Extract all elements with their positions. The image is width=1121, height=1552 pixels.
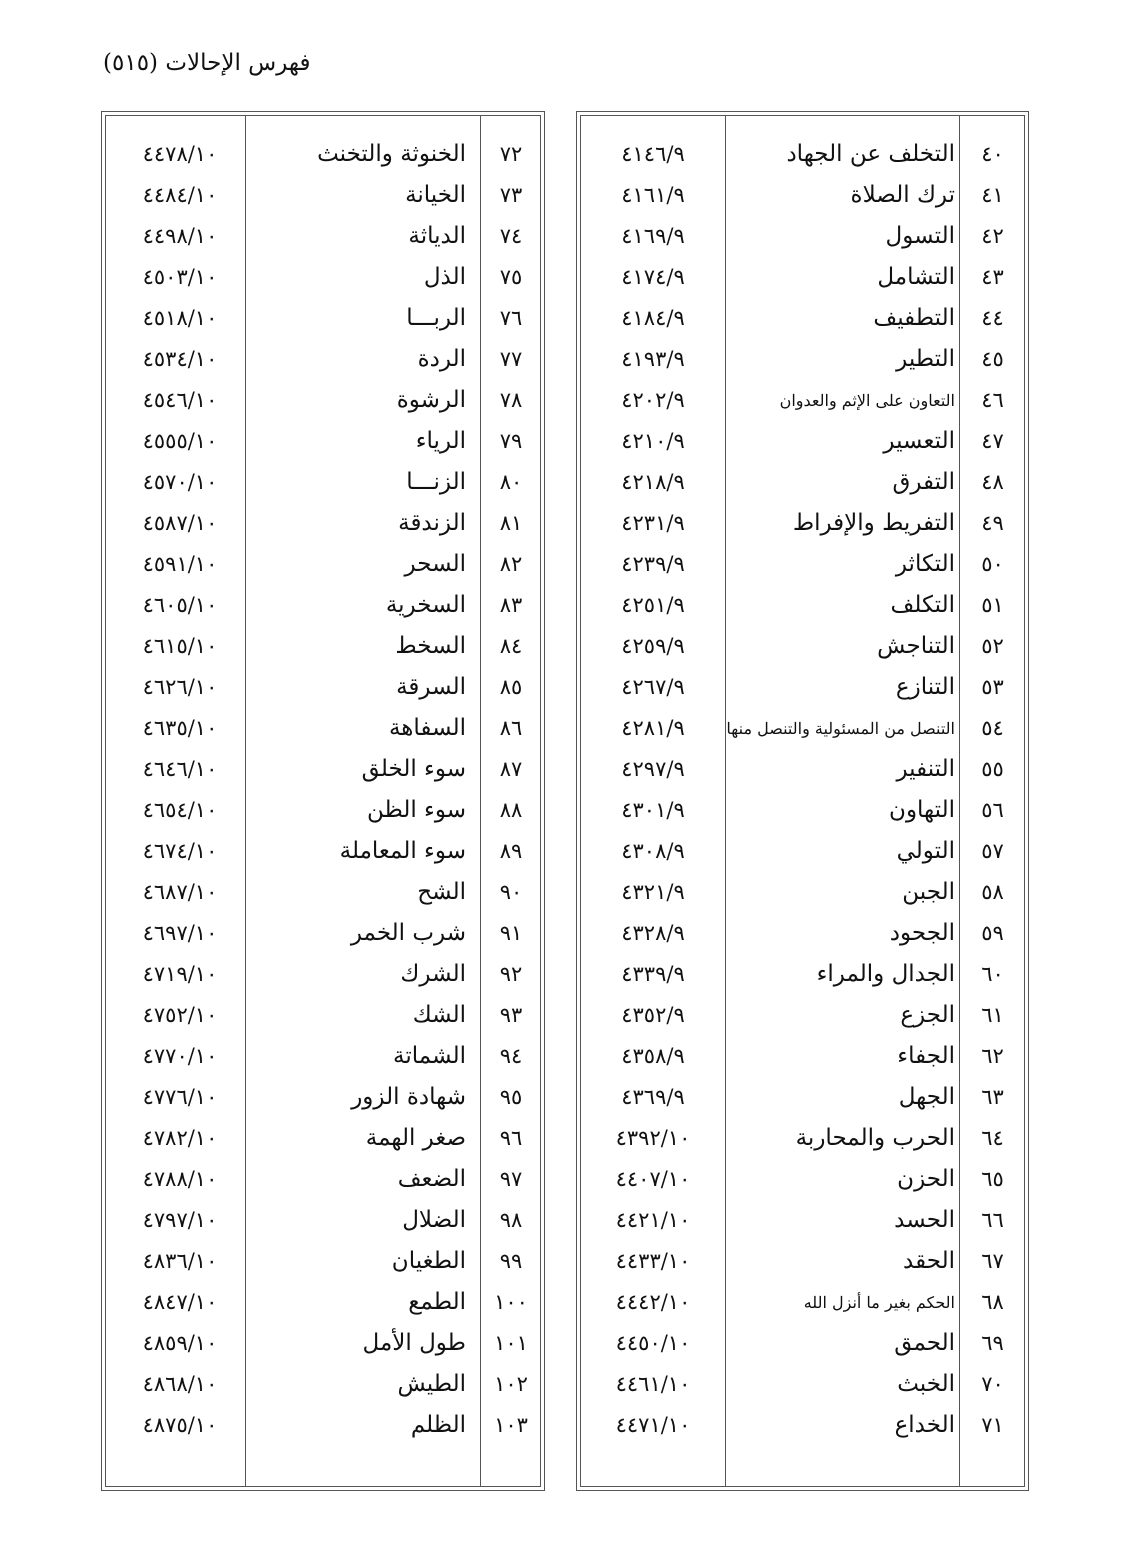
entry-title: التطفيف <box>873 305 955 331</box>
entry-number: ٩١ <box>499 921 523 945</box>
entry-reference: ٤٢١٨/٩ <box>621 470 685 494</box>
table-row <box>106 216 540 257</box>
entry-reference: ٤٢٦٧/٩ <box>621 675 685 699</box>
entry-title: الشرك <box>400 961 466 987</box>
entry-reference: ٤٣٥٢/٩ <box>621 1003 685 1027</box>
entry-number: ٨٠ <box>499 470 523 494</box>
entry-title: الجفاء <box>897 1043 955 1069</box>
entry-number: ٥٥ <box>981 757 1004 781</box>
table-row <box>106 708 540 749</box>
entry-reference: ٤٣٠٨/٩ <box>621 839 685 863</box>
entry-number: ٩٢ <box>499 962 523 986</box>
table-row <box>106 298 540 339</box>
entry-number: ٩٦ <box>499 1126 523 1150</box>
entry-number: ٦٠ <box>981 962 1004 986</box>
table-row <box>106 1159 540 1200</box>
entry-number: ٩٣ <box>499 1003 523 1027</box>
entry-reference: ٤٦٨٧/١٠ <box>142 880 218 904</box>
entry-title: التنازع <box>895 674 955 700</box>
entry-reference: ٤٧٧٠/١٠ <box>142 1044 218 1068</box>
table-row <box>581 872 1024 913</box>
entry-number: ٧٤ <box>499 224 523 248</box>
entry-title: الشك <box>412 1002 466 1028</box>
entry-reference: ٤٢١٠/٩ <box>621 429 685 453</box>
entry-reference: ٤٤٧٨/١٠ <box>142 142 218 166</box>
table-row <box>581 1364 1024 1405</box>
table-row <box>106 749 540 790</box>
entry-reference: ٤٥١٨/١٠ <box>142 306 218 330</box>
table-row <box>581 1405 1024 1446</box>
entry-number: ٧٨ <box>499 388 523 412</box>
entry-title: التفرق <box>892 469 955 495</box>
entry-number: ٨٨ <box>499 798 523 822</box>
index-table-left <box>105 115 541 1487</box>
entry-reference: ٤٧٨٨/١٠ <box>142 1167 218 1191</box>
entry-reference: ٤٥٨٧/١٠ <box>142 511 218 535</box>
entry-reference: ٤٣٢١/٩ <box>621 880 685 904</box>
table-row <box>581 380 1024 421</box>
entry-title: شرب الخمر <box>350 920 466 946</box>
entry-reference: ٤٧٨٢/١٠ <box>142 1126 218 1150</box>
entry-number: ٨٦ <box>499 716 523 740</box>
table-row <box>106 339 540 380</box>
entry-reference: ٤٢٠٢/٩ <box>621 388 685 412</box>
entry-title: ترك الصلاة <box>850 182 955 208</box>
entry-title: الربـــا <box>406 305 466 331</box>
entry-title: الحرب والمحاربة <box>795 1125 955 1151</box>
entry-number: ٧٠ <box>981 1372 1004 1396</box>
table-row <box>581 1241 1024 1282</box>
entry-title: الحسد <box>894 1207 955 1233</box>
entry-reference: ٤٦٧٤/١٠ <box>142 839 218 863</box>
entry-reference: ٤٢٨١/٩ <box>621 716 685 740</box>
entry-reference: ٤٣٣٩/٩ <box>621 962 685 986</box>
table-row <box>106 380 540 421</box>
entry-number: ٥٤ <box>981 716 1004 740</box>
entry-number: ٦٩ <box>981 1331 1004 1355</box>
entry-reference: ٤٧٥٢/١٠ <box>142 1003 218 1027</box>
entry-number: ٩٨ <box>499 1208 523 1232</box>
entry-reference: ٤١٦١/٩ <box>621 183 685 207</box>
table-row <box>581 257 1024 298</box>
entry-reference: ٤٣٢٨/٩ <box>621 921 685 945</box>
table-row <box>581 339 1024 380</box>
entry-number: ٧٢ <box>499 142 523 166</box>
entry-reference: ٤٣٦٩/٩ <box>621 1085 685 1109</box>
entry-reference: ٤١٧٤/٩ <box>621 265 685 289</box>
entry-title: الحكم بغير ما أنزل الله <box>803 1293 955 1312</box>
table-row <box>106 1036 540 1077</box>
entry-reference: ٤٥٧٠/١٠ <box>142 470 218 494</box>
entry-number: ٤٧ <box>981 429 1004 453</box>
entry-number: ٩٤ <box>499 1044 523 1068</box>
entry-title: الزندقة <box>398 510 466 536</box>
table-row <box>106 462 540 503</box>
entry-reference: ٤١٤٦/٩ <box>621 142 685 166</box>
entry-title: الطيش <box>397 1371 466 1397</box>
entry-title: السخرية <box>385 592 466 618</box>
entry-reference: ٤١٩٣/٩ <box>621 347 685 371</box>
table-row <box>106 257 540 298</box>
entry-reference: ٤٦٣٥/١٠ <box>142 716 218 740</box>
entry-number: ٦٤ <box>981 1126 1004 1150</box>
table-row <box>581 1159 1024 1200</box>
table-row <box>106 503 540 544</box>
entry-number: ٨٣ <box>499 593 523 617</box>
entry-number: ٦٧ <box>981 1249 1004 1273</box>
entry-number: ٤٣ <box>981 265 1004 289</box>
table-row <box>106 667 540 708</box>
entry-title: الخداع <box>894 1412 955 1438</box>
entry-reference: ٤٥٠٣/١٠ <box>142 265 218 289</box>
table-row <box>581 544 1024 585</box>
entry-title: صغر الهمة <box>365 1125 466 1151</box>
entry-reference: ٤٦٩٧/١٠ <box>142 921 218 945</box>
entry-reference: ٤٤٦١/١٠ <box>615 1372 691 1396</box>
entry-number: ٦٥ <box>981 1167 1004 1191</box>
entry-reference: ٤٨٦٨/١٠ <box>142 1372 218 1396</box>
entry-title: الجدال والمراء <box>816 961 955 987</box>
entry-number: ٥٩ <box>981 921 1004 945</box>
entry-number: ٤٢ <box>981 224 1004 248</box>
table-row <box>106 421 540 462</box>
table-row <box>106 175 540 216</box>
entry-title: الخيانة <box>405 182 466 208</box>
entry-title: الجزع <box>900 1002 955 1028</box>
entry-reference: ٤٦٤٦/١٠ <box>142 757 218 781</box>
entry-reference: ٤٧٩٧/١٠ <box>142 1208 218 1232</box>
table-row <box>581 298 1024 339</box>
entry-title: التخلف عن الجهاد <box>786 141 955 167</box>
entry-title: الحزن <box>897 1166 955 1192</box>
entry-reference: ٤٦٠٥/١٠ <box>142 593 218 617</box>
entry-number: ٥١ <box>981 593 1004 617</box>
entry-title: شهادة الزور <box>351 1084 466 1110</box>
entry-title: التنصل من المسئولية والتنصل منها <box>726 719 955 738</box>
table-row <box>106 790 540 831</box>
entry-reference: ٤٨٤٧/١٠ <box>142 1290 218 1314</box>
entry-title: السفاهة <box>388 715 466 741</box>
entry-number: ٨٥ <box>499 675 523 699</box>
entry-reference: ٤٦١٥/١٠ <box>142 634 218 658</box>
entry-title: التفريط والإفراط <box>792 510 955 536</box>
entry-number: ٦٨ <box>981 1290 1004 1314</box>
entry-title: سوء الخلق <box>361 756 466 782</box>
entry-title: الخبث <box>897 1371 955 1397</box>
entry-title: الخنوثة والتخنث <box>317 141 466 167</box>
entry-number: ٧٩ <box>499 429 523 453</box>
entry-number: ١٠٢ <box>494 1372 528 1396</box>
table-row <box>581 1282 1024 1323</box>
entry-title: التشامل <box>877 264 955 290</box>
entry-title: الجهل <box>898 1084 955 1110</box>
entry-number: ٨٧ <box>499 757 523 781</box>
entry-title: الجبن <box>902 879 955 905</box>
table-row <box>581 503 1024 544</box>
entry-reference: ٤٢٩٧/٩ <box>621 757 685 781</box>
table-row <box>106 626 540 667</box>
entry-number: ٥٧ <box>981 839 1004 863</box>
entry-reference: ٤٧١٩/١٠ <box>142 962 218 986</box>
entry-reference: ٤٦٥٤/١٠ <box>142 798 218 822</box>
entry-number: ٤٨ <box>981 470 1004 494</box>
table-row <box>581 175 1024 216</box>
entry-number: ٨١ <box>499 511 523 535</box>
entry-title: الجحود <box>889 920 955 946</box>
table-row <box>581 790 1024 831</box>
table-row <box>106 1364 540 1405</box>
table-row <box>106 134 540 175</box>
entry-title: التهاون <box>889 797 955 823</box>
entry-number: ٩٧ <box>499 1167 523 1191</box>
table-row <box>581 1036 1024 1077</box>
entry-reference: ٤٢٥١/٩ <box>621 593 685 617</box>
entry-reference: ٤٨٣٦/١٠ <box>142 1249 218 1273</box>
table-row <box>581 462 1024 503</box>
entry-number: ٤٠ <box>981 142 1004 166</box>
entry-number: ٧٣ <box>499 183 523 207</box>
table-row <box>581 708 1024 749</box>
entry-number: ٥٦ <box>981 798 1004 822</box>
entry-title: الظلم <box>410 1412 466 1438</box>
entry-reference: ٤١٨٤/٩ <box>621 306 685 330</box>
entry-title: التنفير <box>896 756 955 782</box>
entry-number: ٥٣ <box>981 675 1004 699</box>
entry-reference: ٤٥٤٦/١٠ <box>142 388 218 412</box>
entry-number: ٤١ <box>981 183 1004 207</box>
entry-title: الحقد <box>903 1248 955 1274</box>
entry-title: الضعف <box>397 1166 466 1192</box>
table-row <box>106 585 540 626</box>
entry-title: طول الأمل <box>362 1330 466 1356</box>
entry-number: ١٠٠ <box>494 1290 528 1314</box>
table-row <box>581 667 1024 708</box>
entry-number: ٩٩ <box>499 1249 523 1273</box>
entry-number: ١٠٣ <box>494 1413 528 1437</box>
entry-reference: ٤٤٥٠/١٠ <box>615 1331 691 1355</box>
entry-number: ٧٥ <box>499 265 523 289</box>
entry-title: الحمق <box>894 1330 955 1356</box>
entry-reference: ٤٥٩١/١٠ <box>142 552 218 576</box>
entry-number: ٨٩ <box>499 839 523 863</box>
entry-title: الدياثة <box>408 223 466 249</box>
table-row <box>581 749 1024 790</box>
entry-number: ٧٧ <box>499 347 523 371</box>
entry-title: التعاون على الإثم والعدوان <box>779 391 955 410</box>
table-row <box>106 1200 540 1241</box>
entry-reference: ٤٧٧٦/١٠ <box>142 1085 218 1109</box>
entry-reference: ٤٨٥٩/١٠ <box>142 1331 218 1355</box>
entry-reference: ٤٣٥٨/٩ <box>621 1044 685 1068</box>
entry-reference: ٤١٦٩/٩ <box>621 224 685 248</box>
header-title: فهرس الإحالات <box>165 50 311 76</box>
entry-reference: ٤٥٣٤/١٠ <box>142 347 218 371</box>
entry-reference: ٤٤٠٧/١٠ <box>615 1167 691 1191</box>
table-row <box>581 1200 1024 1241</box>
table-row <box>106 913 540 954</box>
entry-reference: ٤٥٥٥/١٠ <box>142 429 218 453</box>
table-row <box>106 872 540 913</box>
table-row <box>581 1323 1024 1364</box>
table-row <box>581 134 1024 175</box>
table-row <box>106 1405 540 1446</box>
entry-reference: ٤٢٣٩/٩ <box>621 552 685 576</box>
index-table-right <box>580 115 1025 1487</box>
entry-number: ١٠١ <box>494 1331 528 1355</box>
table-row <box>106 544 540 585</box>
entry-number: ٩٠ <box>499 880 523 904</box>
entry-number: ٤٦ <box>981 388 1004 412</box>
entry-title: التناجش <box>877 633 955 659</box>
entry-title: الشماتة <box>393 1043 466 1069</box>
entry-number: ٨٢ <box>499 552 523 576</box>
table-row <box>581 421 1024 462</box>
entry-title: التعسير <box>883 428 955 454</box>
entry-number: ٥٠ <box>981 552 1004 576</box>
table-row <box>581 626 1024 667</box>
entry-number: ٤٤ <box>981 306 1004 330</box>
entry-title: الطمع <box>408 1289 466 1315</box>
entry-title: الذل <box>423 264 466 290</box>
entry-title: الزنـــا <box>406 469 466 495</box>
entry-reference: ٤٤٣٣/١٠ <box>615 1249 691 1273</box>
entry-number: ٧١ <box>981 1413 1004 1437</box>
table-row <box>106 1241 540 1282</box>
table-row <box>106 831 540 872</box>
table-row <box>106 995 540 1036</box>
entry-number: ٦٦ <box>981 1208 1004 1232</box>
table-row <box>106 1323 540 1364</box>
entry-reference: ٤٢٣١/٩ <box>621 511 685 535</box>
entry-title: الرشوة <box>396 387 466 413</box>
table-row <box>581 995 1024 1036</box>
entry-number: ٦٢ <box>981 1044 1004 1068</box>
table-row <box>581 585 1024 626</box>
table-row <box>106 1282 540 1323</box>
entry-title: التكاثر <box>895 551 955 577</box>
entry-reference: ٤٤٩٨/١٠ <box>142 224 218 248</box>
entry-title: الطغيان <box>391 1248 466 1274</box>
entry-number: ٦٣ <box>981 1085 1004 1109</box>
table-row <box>106 1077 540 1118</box>
entry-title: التطير <box>896 346 955 372</box>
table-row <box>581 1077 1024 1118</box>
table-row <box>581 1118 1024 1159</box>
entry-number: ٩٥ <box>499 1085 523 1109</box>
table-row <box>106 954 540 995</box>
entry-reference: ٤٢٥٩/٩ <box>621 634 685 658</box>
entry-reference: ٤٨٧٥/١٠ <box>142 1413 218 1437</box>
table-row <box>106 1118 540 1159</box>
entry-title: سوء الظن <box>366 797 466 823</box>
entry-title: الضلال <box>402 1207 466 1233</box>
entry-title: السحر <box>404 551 466 577</box>
table-row <box>581 954 1024 995</box>
entry-title: الرياء <box>415 428 466 454</box>
entry-reference: ٤٤٤٢/١٠ <box>615 1290 691 1314</box>
entry-number: ٦١ <box>981 1003 1004 1027</box>
entry-title: التكلف <box>890 592 955 618</box>
entry-title: سوء المعاملة <box>339 838 466 864</box>
page-number: (٥١٥) <box>103 50 159 76</box>
entry-reference: ٤٣٠١/٩ <box>621 798 685 822</box>
entry-title: التسول <box>885 223 955 249</box>
entry-number: ٧٦ <box>499 306 523 330</box>
entry-reference: ٤٦٢٦/١٠ <box>142 675 218 699</box>
entry-reference: ٤٤٧١/١٠ <box>615 1413 691 1437</box>
entry-reference: ٤٤٨٤/١٠ <box>142 183 218 207</box>
table-row <box>581 913 1024 954</box>
entry-number: ٨٤ <box>499 634 523 658</box>
entry-title: الردة <box>417 346 466 372</box>
entry-title: السخط <box>395 633 466 659</box>
entry-reference: ٤٤٢١/١٠ <box>615 1208 691 1232</box>
entry-number: ٤٥ <box>981 347 1004 371</box>
entry-title: الشح <box>417 879 466 905</box>
entry-title: التولي <box>896 838 955 864</box>
entry-reference: ٤٣٩٢/١٠ <box>615 1126 691 1150</box>
entry-number: ٤٩ <box>981 511 1004 535</box>
page-header <box>103 48 403 78</box>
table-row <box>581 831 1024 872</box>
entry-number: ٥٨ <box>981 880 1004 904</box>
entry-number: ٥٢ <box>981 634 1004 658</box>
table-row <box>581 216 1024 257</box>
entry-title: السرقة <box>396 674 466 700</box>
